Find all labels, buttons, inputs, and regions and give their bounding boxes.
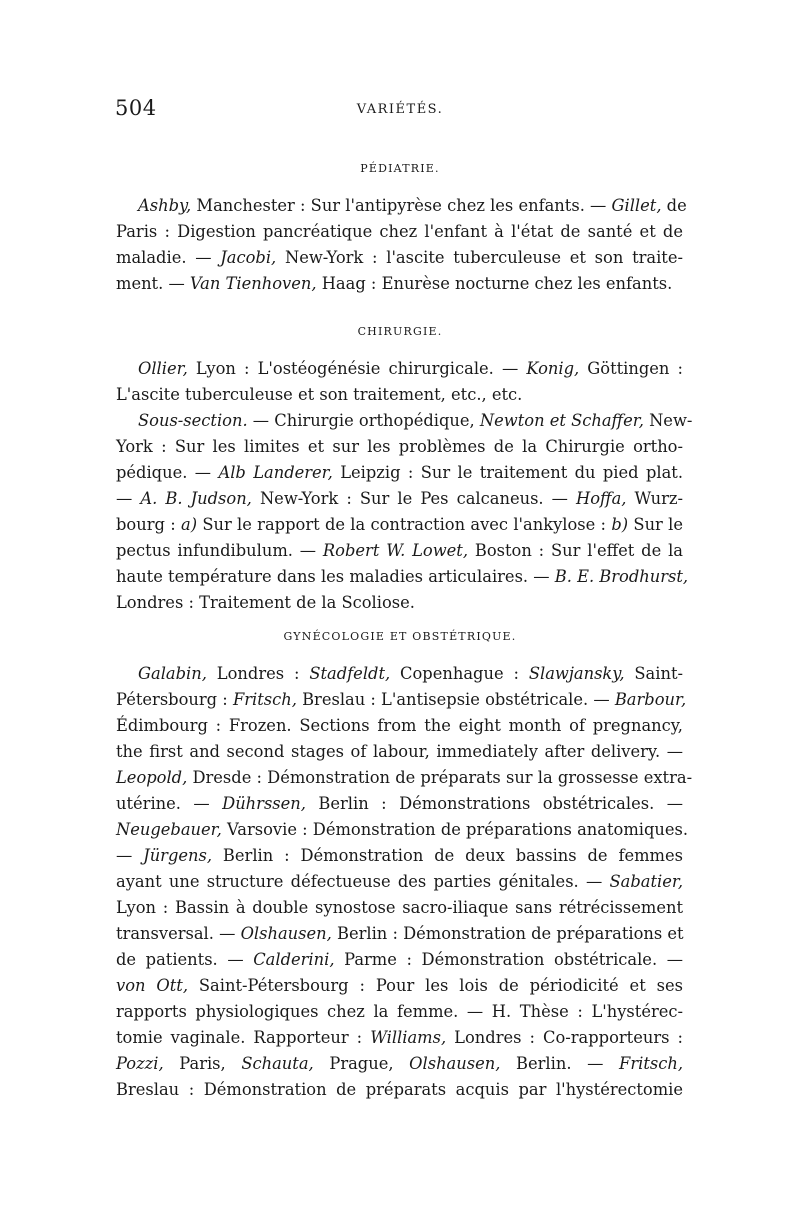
author-name: Williams, [370,1028,447,1047]
author-name: Van Tienhoven, [189,274,317,293]
text-line [116,383,683,409]
text-run: pectus infundibulum. — [116,541,323,560]
text-run: Boston : Sur l'effet de la [468,541,684,560]
author-name: Newton et Schaffer, [479,411,644,430]
section-heading: PÉDIATRIE. [360,162,440,175]
author-name: von Ott, [116,976,188,995]
section-heading: CHIRURGIE. [357,325,443,338]
text-run: bourg : [116,515,181,534]
text-line [116,435,683,461]
author-name: Hoffa, [576,489,627,508]
author-name: Jacobi, [220,248,277,267]
author-name: Sous-section. [138,411,248,430]
text-run: New- [643,411,693,430]
text-run: Sur le [628,515,683,534]
text-run: Saint-Pétersbourg : Pour les lois de périodicité et ses [188,976,683,995]
text-line [116,844,683,870]
author-name: b) [611,515,629,534]
author-name: Gillet, [611,196,662,215]
text-run: Édimbourg : Frozen. Sections from the eight month of pregnancy, [116,716,683,735]
author-name: Slawjansky, [528,664,625,683]
author-name: Leopold, [116,768,188,787]
text-run: haute température dans les maladies articulaires. — [116,567,555,586]
text-run: L'ascite tuberculeuse et son traitement, etc., etc. [116,385,523,404]
text-run: Manchester : Sur l'antipyrèse chez les enfants. — [191,196,612,215]
author-name: Robert W. Lowet, [322,541,469,560]
text-line [116,461,683,487]
author-name: Ashby, [138,196,192,215]
text-line [116,714,683,740]
text-run: Sur le rapport de la contraction avec l'ankylose : [197,515,612,534]
text-line [138,357,683,383]
text-line [116,220,683,246]
text-run: Breslau : Démonstration de préparats acquis par l'hystérectomie [116,1080,683,1099]
author-name: Barbour, [614,690,687,709]
text-run: New-York : Sur le Pes calcaneus. — [251,489,577,508]
text-run: Lyon : Bassin à double synostose sacro-iliaque sans rétrécissement [116,898,683,917]
text-run: Dresde : Démonstration de préparats sur la grossesse extra- [187,768,693,787]
author-name: Pozzi, [116,1054,164,1073]
running-head [0,96,800,126]
text-run: — [116,489,141,508]
text-line [116,1052,683,1078]
text-line [116,896,683,922]
text-run: — Chirurgie orthopédique, [247,411,480,430]
text-line [138,194,687,220]
author-name: B. E. Brodhurst, [554,567,689,586]
page-number: 504 [115,96,157,120]
text-line [116,948,683,974]
author-name: Konig, [526,359,580,378]
author-name: Schauta, [241,1054,314,1073]
text-run: transversal. — [116,924,241,943]
text-run: Londres : Traitement de la Scoliose. [116,593,415,612]
text-line [116,792,683,818]
text-run: the first and second stages of labour, immediately after delivery. — [116,742,683,761]
author-name: Fritsch, [232,690,297,709]
text-run: York : Sur les limites et sur les problèmes de la Chirurgie ortho- [116,437,683,456]
text-run: Varsovie : Démonstration de préparations anatomiques. [221,820,689,839]
text-line [138,409,693,435]
author-name: Ollier, [138,359,188,378]
text-line [116,870,683,896]
author-name: Dührssen, [222,794,306,813]
author-name: Calderini, [253,950,335,969]
text-run: Berlin : Démonstration de deux bassins de femmes [212,846,683,865]
author-name: Olshausen, [240,924,332,943]
text-line [116,272,683,298]
text-run: Breslau : L'antisepsie obstétricale. — [296,690,615,709]
author-name: Sabatier, [609,872,683,891]
text-run: tomie vaginale. Rapporteur : [116,1028,371,1047]
text-run: Berlin : Démonstrations obstétricales. — [305,794,683,813]
text-line [116,513,683,539]
text-line [116,591,683,617]
text-run: Wurz- [626,489,683,508]
text-run: Berlin. — [500,1054,620,1073]
text-run: Paris : Digestion pancréatique chez l'enfant à l'état de santé et de [116,222,683,241]
text-run: New-York : l'ascite tuberculeuse et son traite- [276,248,683,267]
text-run: Haag : Enurèse nocturne chez les enfants. [316,274,673,293]
text-line [116,539,683,565]
text-line [116,487,683,513]
text-run: Berlin : Démonstration de préparations et [331,924,684,943]
text-run: Paris, [163,1054,242,1073]
text-run: — [116,846,144,865]
text-run: Prague, [313,1054,410,1073]
text-line [116,740,683,766]
text-line [116,1000,683,1026]
author-name: Jürgens, [143,846,213,865]
text-line [116,565,689,591]
author-name: Galabin, [138,664,207,683]
text-line [116,818,689,844]
running-title: VARIÉTÉS. [356,102,444,117]
text-line [116,922,683,948]
text-run: Londres : [206,664,310,683]
author-name: A. B. Judson, [140,489,252,508]
text-run: utérine. — [116,794,223,813]
text-run: de [661,196,687,215]
author-name: Fritsch, [619,1054,683,1073]
author-name: Olshausen, [409,1054,501,1073]
text-line [116,974,683,1000]
section-heading: GYNÉCOLOGIE ET OBSTÉTRIQUE. [283,630,517,643]
text-line [116,688,687,714]
text-line [116,1026,683,1052]
text-line [116,1078,683,1104]
author-name: Neugebauer, [116,820,222,839]
text-run: Saint- [624,664,683,683]
text-run: Pétersbourg : [116,690,233,709]
text-run: ment. — [116,274,190,293]
text-run: maladie. — [116,248,221,267]
text-run: pédique. — [116,463,219,482]
text-run: Londres : Co-rapporteurs : [446,1028,683,1047]
text-line [116,246,683,272]
text-run: Leipzig : Sur le traitement du pied plat. [332,463,683,482]
text-run: Lyon : L'ostéogénésie chirurgicale. — [187,359,527,378]
text-run: rapports physiologiques chez la femme. — H. Thèse : L'hystérec- [116,1002,683,1021]
text-run: de patients. — [116,950,254,969]
author-name: Stadfeldt, [309,664,391,683]
author-name: Alb Landerer, [218,463,333,482]
text-line [138,662,683,688]
text-run: ayant une structure défectueuse des parties génitales. — [116,872,610,891]
text-run: Parme : Démonstration obstétricale. — [334,950,683,969]
author-name: a) [180,515,198,534]
text-run: Copenhague : [390,664,529,683]
text-line [116,766,693,792]
text-run: Göttingen : [579,359,684,378]
